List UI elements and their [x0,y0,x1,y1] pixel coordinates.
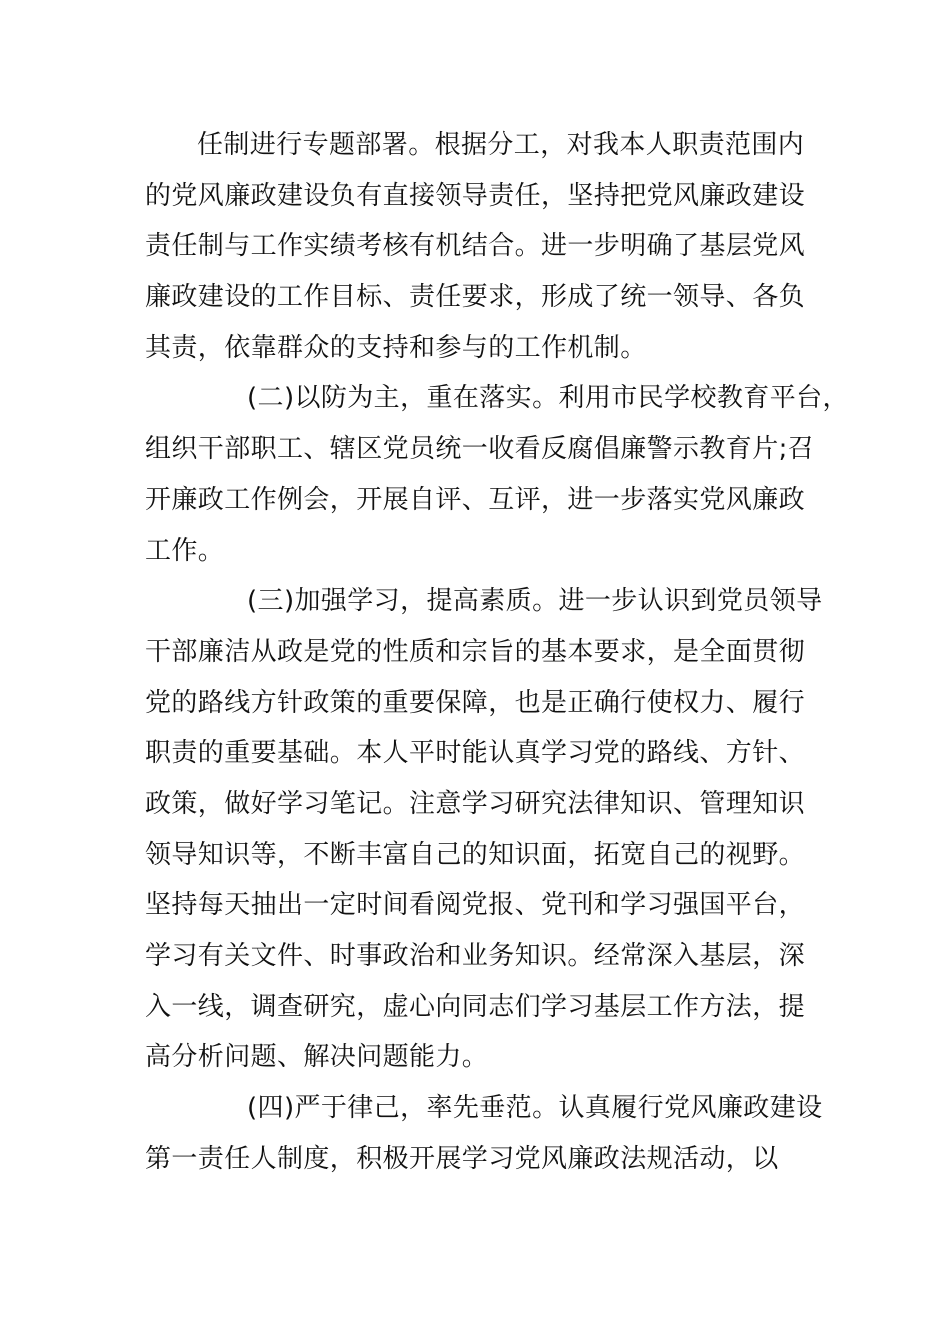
text-line-16: 坚持每天抽出一定时间看阅党报、党刊和学习强国平台， [145,890,806,921]
text-line-10: (三)加强学习，提高素质。进一步认识到党员领导 [247,586,823,617]
text-line-20: (四)严于律己，率先垂范。认真履行党风廉政建设 [247,1093,823,1124]
text-line-7: 组织干部职工、辖区党员统一收看反腐倡廉警示教育片;召 [145,434,815,465]
text-line-8: 开廉政工作例会，开展自评、互评，进一步落实党风廉政 [145,484,806,515]
text-line-19: 高分析问题、解决问题能力。 [145,1042,489,1073]
text-line-13: 职责的重要基础。本人平时能认真学习党的路线、方针、 [145,738,806,769]
text-line-2: 的党风廉政建设负有直接领导责任，坚持把党风廉政建设 [145,180,806,211]
text-line-5: 其责，依靠群众的支持和参与的工作机制。 [145,332,647,363]
text-line-11: 干部廉洁从政是党的性质和宗旨的基本要求，是全面贯彻 [145,636,806,667]
text-line-6: (二)以防为主，重在落实。利用市民学校教育平台， [247,383,849,414]
text-line-4: 廉政建设的工作目标、责任要求，形成了统一领导、各负 [145,282,806,313]
text-line-9: 工作。 [145,535,225,566]
text-line-18: 入一线，调查研究，虚心向同志们学习基层工作方法，提 [145,991,806,1022]
text-line-1: 任制进行专题部署。根据分工，对我本人职责范围内 [197,130,805,160]
text-line-3: 责任制与工作实绩考核有机结合。进一步明确了基层党风 [145,231,806,262]
text-line-12: 党的路线方针政策的重要保障，也是正确行使权力、履行 [145,687,806,718]
body-text [145,120,849,1184]
text-line-17: 学习有关文件、时事政治和业务知识。经常深入基层，深 [145,941,806,971]
text-line-14: 政策，做好学习笔记。注意学习研究法律知识、管理知识 [145,788,806,819]
text-line-21: 第一责任人制度，积极开展学习党风廉政法规活动，以 [145,1143,779,1174]
text-line-15: 领导知识等，不断丰富自己的知识面，拓宽自己的视野。 [145,839,806,870]
